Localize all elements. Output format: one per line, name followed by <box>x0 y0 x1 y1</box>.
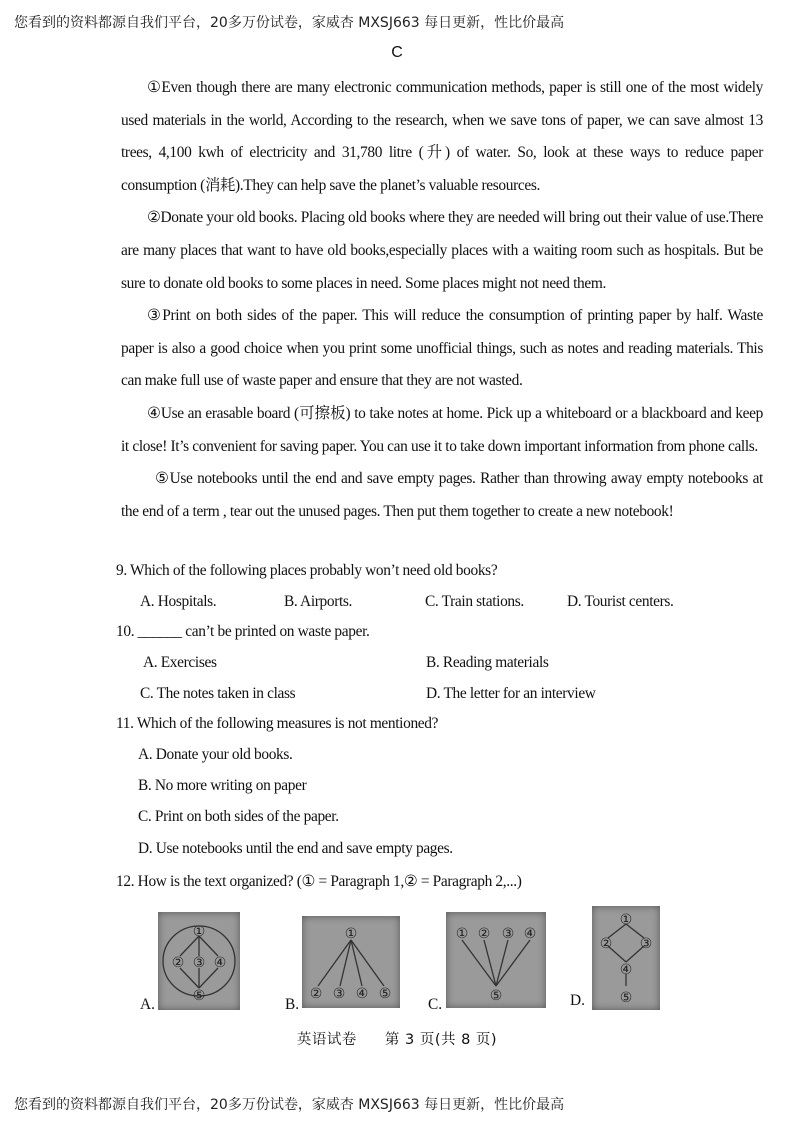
q12-diagram-a[interactable] <box>158 912 240 1010</box>
q11-option-c[interactable]: C. Print on both sides of the paper. <box>138 808 339 825</box>
q9-option-a[interactable]: A. Hospitals. <box>140 593 217 610</box>
footer-page-number: 第 3 页(共 8 页) <box>384 1032 498 1048</box>
reading-passage <box>121 72 763 528</box>
diagram-c-node-4: ④ <box>523 926 537 942</box>
paragraph-3: ③Print on both sides of the paper. This will reduce the consumption of printing paper by half. Waste paper is also a good choice when you print some unofficial things, such as notes and reading materials. This can make full use of waste paper and ensure that they are not wasted. <box>121 307 763 390</box>
q12-option-a-label[interactable]: A. <box>140 996 155 1013</box>
q10-option-c[interactable]: C. The notes taken in class <box>140 685 296 702</box>
q12-diagram-b[interactable] <box>302 916 400 1008</box>
paragraph-2: ②Donate your old books. Placing old books where they are needed will bring out their value of use.There are many places that want to have old books,especially places with a waiting room such as hospitals. But be sure to donate old books to some places in need. Some places might not need them. <box>121 209 763 292</box>
section-letter: C <box>391 44 403 61</box>
question-10-stem: 10. ______ can’t be printed on waste paper. <box>116 623 370 640</box>
diagram-c-svg <box>446 912 546 1008</box>
diagram-b-node-1: ① <box>344 926 358 942</box>
diagram-a-node-5: ⑤ <box>192 988 206 1004</box>
q11-option-a[interactable]: A. Donate your old books. <box>138 746 293 763</box>
q12-option-d-label[interactable]: D. <box>570 992 585 1009</box>
question-12-stem: 12. How is the text organized? (① = Paragraph 1,② = Paragraph 2,...) <box>116 873 522 890</box>
q12-diagram-c[interactable] <box>446 912 546 1008</box>
diagram-c-node-5: ⑤ <box>489 988 503 1004</box>
q9-option-b[interactable]: B. Airports. <box>284 593 353 610</box>
diagram-d-node-5: ⑤ <box>619 990 633 1006</box>
q10-option-b[interactable]: B. Reading materials <box>426 654 549 671</box>
diagram-d-node-1: ① <box>619 912 633 928</box>
diagram-d-svg <box>592 906 660 1010</box>
diagram-b-node-3: ③ <box>332 986 346 1002</box>
diagram-d-node-4: ④ <box>619 962 633 978</box>
diagram-c-node-3: ③ <box>501 926 515 942</box>
paragraph-1: ①Even though there are many electronic communication methods, paper is still one of the most widely used materials in the world, According to the research, when we save tons of paper, we can save almost 13 trees, 4,100 kwh of electricity and 31,780 litre (升) of water. So, look at these ways to reduce paper consumption (消耗).They can help save the planet’s valuable resources. <box>121 79 763 194</box>
diagram-a-node-2: ② <box>171 955 185 971</box>
top-banner: 您看到的资料都源自我们平台，20多万份试卷，家威杏 MXSJ663 每日更新，性比价最高 <box>14 15 565 31</box>
paragraph-5: ⑤Use notebooks until the end and save empty pages. Rather than throwing away empty notebooks at the end of a term , tear out the unused pages. Then put them together to create a new notebook! <box>121 470 763 520</box>
q12-option-c-label[interactable]: C. <box>428 996 443 1013</box>
paragraph-4: ④Use an erasable board (可擦板) to take notes at home. Pick up a whiteboard or a blackboard and keep it close! It’s convenient for saving paper. You can use it to take down important information from phone calls. <box>121 404 763 455</box>
diagram-d-node-3: ③ <box>639 936 653 952</box>
bottom-banner: 您看到的资料都源自我们平台，20多万份试卷，家威杏 MXSJ663 每日更新，性比价最高 <box>14 1097 565 1113</box>
page-footer <box>0 1028 794 1049</box>
diagram-b-node-5: ⑤ <box>378 986 392 1002</box>
diagram-d-node-2: ② <box>599 936 613 952</box>
q11-option-b[interactable]: B. No more writing on paper <box>138 777 307 794</box>
diagram-b-svg <box>302 916 400 1008</box>
q9-option-d[interactable]: D. Tourist centers. <box>567 593 674 610</box>
footer-subject: 英语试卷 <box>296 1032 357 1048</box>
diagram-a-node-4: ④ <box>213 955 227 971</box>
q10-option-a[interactable]: A. Exercises <box>143 654 217 671</box>
q12-diagram-d[interactable] <box>592 906 660 1010</box>
question-11-stem: 11. Which of the following measures is not mentioned? <box>116 715 439 732</box>
q11-option-d[interactable]: D. Use notebooks until the end and save empty pages. <box>138 840 453 857</box>
diagram-b-node-2: ② <box>309 986 323 1002</box>
question-9-stem: 9. Which of the following places probably won’t need old books? <box>116 562 498 579</box>
diagram-b-node-4: ④ <box>355 986 369 1002</box>
diagram-a-svg <box>158 912 240 1010</box>
diagram-a-node-3: ③ <box>192 955 206 971</box>
q10-option-d[interactable]: D. The letter for an interview <box>426 685 596 702</box>
diagram-c-node-2: ② <box>477 926 491 942</box>
diagram-a-node-1: ① <box>192 924 206 940</box>
diagram-c-node-1: ① <box>455 926 469 942</box>
q12-option-b-label[interactable]: B. <box>285 996 300 1013</box>
q9-option-c[interactable]: C. Train stations. <box>425 593 524 610</box>
